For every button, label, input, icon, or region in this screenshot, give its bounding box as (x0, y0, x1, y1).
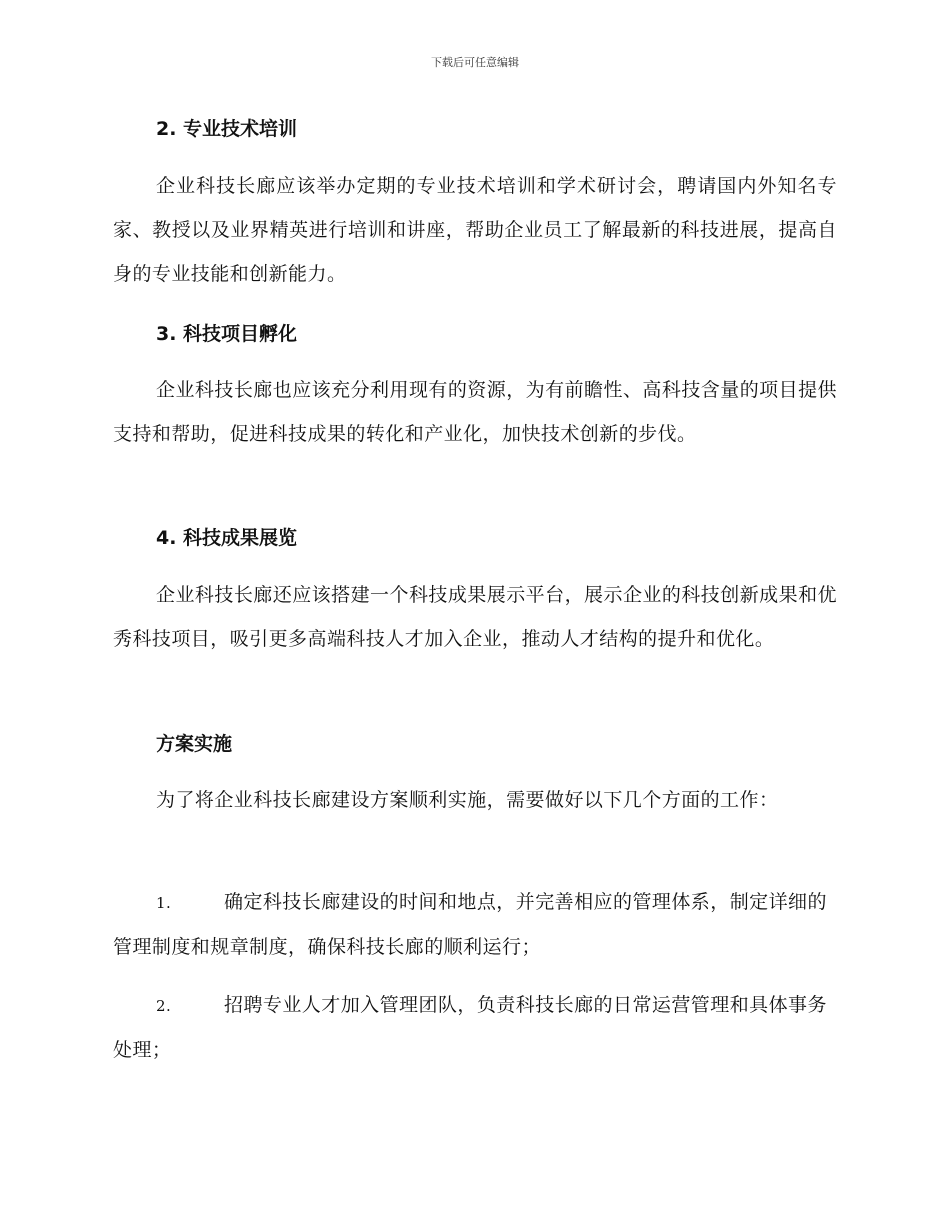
section-heading-implementation: 方案实施 (156, 733, 233, 755)
section-body-implementation: 为了将企业科技长廊建设方案顺利实施，需要做好以下几个方面的工作： (156, 789, 779, 811)
section-heading-incubation: 3. 科技项目孵化 (156, 323, 298, 345)
section-heading-training: 2. 专业技术培训 (156, 118, 298, 140)
section-body-training: 企业科技长廊应该举办定期的专业技术培训和学术研讨会，聘请国内外知名专家、教授以及业界精英进行培训和讲座，帮助企业员工了解最新的科技进展，提高自身的专业技能和创新能力。 (113, 175, 837, 285)
section-body-incubation: 企业科技长廊也应该充分利用现有的资源，为有前瞻性、高科技含量的项目提供支持和帮助，促进科技成果的转化和产业化，加快技术创新的步伐。 (113, 379, 837, 445)
section-body-exhibition: 企业科技长廊还应该搭建一个科技成果展示平台，展示企业的科技创新成果和优秀科技项目，吸引更多高端科技人才加入企业，推动人才结构的提升和优化。 (113, 584, 837, 650)
list-item (113, 983, 837, 1072)
list-item-number: 1. (156, 894, 172, 912)
list-item-number: 2. (156, 997, 172, 1015)
list-item-text: 招聘专业人才加入管理团队，负责科技长廊的日常运营管理和具体事务处理； (113, 994, 827, 1061)
section-heading-exhibition: 4. 科技成果展览 (156, 527, 298, 549)
list-item (113, 880, 837, 969)
list-item-text: 确定科技长廊建设的时间和地点，并完善相应的管理体系，制定详细的管理制度和规章制度，确保科技长廊的顺利运行； (113, 891, 827, 958)
page-header: 下载后可任意编辑 (431, 56, 519, 69)
